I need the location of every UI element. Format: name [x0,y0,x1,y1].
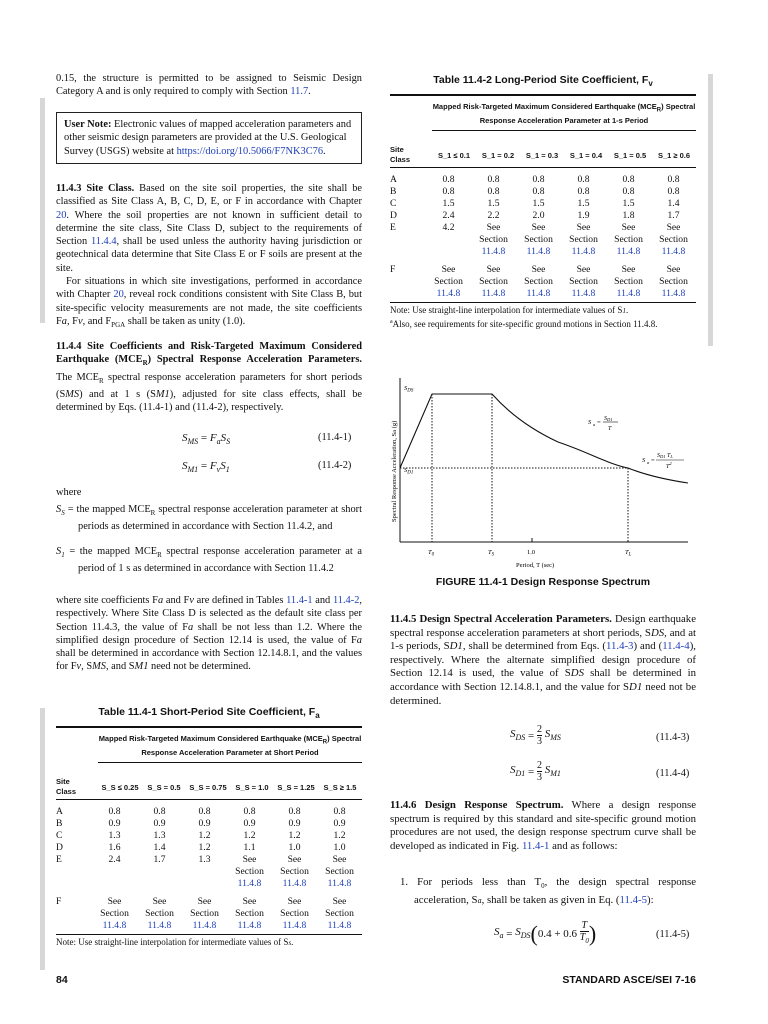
table-row [56,806,362,818]
value-cell: 1.5 [532,197,545,209]
value-cell: Section [659,275,688,287]
value-cell: 1.7 [153,853,166,865]
equation-11-4-4: $S_{D1}$ = 2 3 $S_{M1}$ [510,760,561,783]
x-axis-title: Period, T (sec) [516,562,555,569]
table-row [390,198,696,210]
equation-number-11-4-2: (11.4-2) [318,460,352,471]
equation-number-11-4-1: (11.4-1) [318,432,352,443]
t1-col-header: S_S = 0.75 [189,782,227,792]
t1-col-header: S_S ≤ 0.25 [101,782,139,792]
value-cell [137,878,182,890]
value-cell: 0.8 [288,805,301,817]
section-11-4-4: 11.4.4 Site Coefficients and Risk-Targeted Maximum Considered Earthquake $(MCE_R)$ Spectral Response Acceleration Parameters. The $MCE_R$ spectral response acceleration parameters for short periods (SMS) and at 1 s (SM1), adjusted for site class effects, shall be determined by Eqs. (11.4-1) and (11.4-2), respectively. [56,341,363,414]
site-class-cell: B [390,185,397,197]
site-class-cell: E [390,221,396,233]
value-cell: 1.4 [153,841,166,853]
table-row [390,222,696,234]
definition-ss: $S_S$ = the mapped $MCE_R$ spectral response acceleration parameter at short periods as determined in accordance with Section 11.4.2, and [56,504,362,533]
table-row-continuation [56,866,362,878]
value-cell[interactable]: 11.4.8 [282,919,307,931]
empty-cell [56,866,92,878]
value-cell: 0.8 [667,173,680,185]
t2-col-header: S_1 ≥ 0.6 [657,150,691,160]
value-cell: 0.8 [243,805,256,817]
value-cell: Section [325,907,354,919]
table-11-4-2-title: Table 11.4-2 Long-Period Site Coefficient, $F_v$ [433,74,653,89]
y-axis-title: Spectral Response Acceleration, Sa (g) [391,420,398,522]
sds-axis-label: $S_{DS}$ [404,385,414,394]
site-class-cell [56,908,92,920]
value-cell: 0.8 [487,173,500,185]
value-cell: Section [659,233,688,245]
table-11-4-1-title: Table 11.4-1 Short-Period Site Coefficient, $F_a$ [98,706,320,721]
value-cell: 1.2 [333,829,346,841]
site-class-cell [390,276,426,288]
t0-tick-label: $T_0$ [428,549,435,558]
value-cell: See [152,895,167,907]
t2-col-header: S_1 = 0.4 [569,150,603,160]
table-row [390,186,696,198]
intro-paragraph: 0.15, the structure is permitted to be assigned to Seismic Design Category A and is only required to comply with Section 11.7. [56,73,362,98]
t2-col-header: S_1 = 0.5 [613,150,647,160]
site-class-cell: F [56,895,62,907]
section-11-4-3: 11.4.3 Site Class. Based on the site soil properties, the site shall be classified as Site Class A, B, C, D, E, or F in accordance with Chapter 20. Where the soil properties are not known in sufficient detail to determine the site class, Site Class D, subject to the requirements of Section 11.4.4, shall be used unless the authority having jurisdiction or geotechnical data determine that Site Class E or F soils are present at the site. For situations in which site investigations, performed in accordance with Chapter 20, reveal rock conditions consistent with Site Class B, but site-specific velocity measurements are not made, the site coefficients Fa, Fv, and $F_{PGA}$ shall be taken as unity (1.0). [56,183,363,330]
value-cell: 0.8 [442,173,455,185]
value-cell: Section [190,907,219,919]
link-table-11-4-2[interactable]: 11.4-2 [332,595,360,606]
value-cell: 0.8 [108,805,121,817]
value-cell: Section [614,233,643,245]
link-11-7[interactable]: 11.7 [290,86,309,98]
value-cell: Section [280,907,309,919]
value-cell[interactable]: 11.4.8 [102,919,127,931]
link-table-11-4-1[interactable]: 11.4-1 [286,595,313,606]
table-row-f [390,276,696,288]
svg-text:=: = [651,457,655,464]
value-cell: 0.8 [442,185,455,197]
equation-number-11-4-4: (11.4-4) [656,768,690,779]
value-cell: 1.2 [198,841,211,853]
svg-text:SD1 TL: SD1 TL [657,453,673,459]
value-cell: See [666,221,681,233]
table-row-continuation [56,878,362,890]
svg-text:a: a [647,460,650,465]
value-cell: See [332,895,347,907]
value-cell[interactable]: 11.4.8 [481,287,506,299]
value-cell: 2.2 [487,209,500,221]
value-cell: 1.5 [577,197,590,209]
table-row [390,174,696,186]
left-margin-bar-top [40,98,45,323]
equation-11-4-3: $S_{DS}$ = 2 3 $S_{MS}$ [510,724,561,747]
equation-11-4-1: $S_{MS} = F_aS_S$ [182,432,231,447]
site-class-cell: F [390,263,396,275]
value-cell: See [441,263,456,275]
svg-text:=: = [597,419,601,426]
value-cell: 4.2 [442,221,455,233]
value-cell: 1.3 [153,829,166,841]
equation-11-4-2: $S_{M1} = F_vS_1$ [182,460,230,475]
design-response-spectrum-figure [388,372,700,572]
value-cell: 0.8 [667,185,680,197]
value-cell: 2.0 [532,209,545,221]
formula-sd1-tl-over-t2 [642,453,684,470]
site-class-cell: C [56,829,63,841]
value-cell [182,878,227,890]
value-cell[interactable]: 11.4.8 [237,919,262,931]
link-eq-11-4-4[interactable]: 11.4-4 [662,640,690,653]
list-item-1: 1. For periods less than $T_0$, the design spectral response acceleration, Sa, shall be taken as given in Eq. (11.4-5): [400,876,697,906]
value-cell[interactable]: 11.4.8 [436,287,461,299]
value-cell[interactable]: 11.4.8 [327,919,352,931]
table-1-header-span: Mapped Risk-Targeted Maximum Considered Earthquake $(MCE_R)$ Spectral Response Acceleration Parameter at Short Period [98,734,362,757]
table-row-f [56,890,362,908]
t2-col-header: S_1 = 0.3 [525,150,559,160]
value-cell: 1.0 [333,841,346,853]
value-cell: 1.5 [622,197,635,209]
value-cell[interactable]: 11.4.8 [661,245,686,257]
definition-s1: $S_1$ = the mapped $MCE_R$ spectral response acceleration parameter at a period of 1 s as determined in accordance with Section 11.4.2 [56,546,363,575]
value-cell: See [486,221,501,233]
equation-11-4-5: $S_a$ = $S_{DS}$ ( 0.4 + 0.6 T $T_0$ ) [494,920,597,946]
value-cell: Section [235,907,264,919]
site-class-cell: C [390,197,397,209]
value-cell [426,234,471,246]
site-class-cell [390,288,426,300]
empty-cell [390,234,426,246]
value-cell: 0.9 [243,817,256,829]
value-cell: 1.6 [108,841,121,853]
t1-col-header: S_S = 1.25 [277,782,315,792]
value-cell: See [242,895,257,907]
site-class-cell: A [56,805,63,817]
equation-number-11-4-5: (11.4-5) [656,929,690,940]
table-2-header-span: Mapped Risk-Targeted Maximum Considered Earthquake $(MCE_R)$ Spectral Response Acceleration Parameter at 1-s Period [432,102,696,125]
value-cell: Section [479,233,508,245]
site-class-cell: E [56,853,62,865]
table-2-note: Note: Use straight-line interpolation for intermediate values of S1. $^a$Also, see requirements for site-specific ground motions in Section 11.4.8. [390,304,658,329]
value-cell[interactable]: 11.4.8 [327,877,352,889]
link-11-4-4[interactable]: 11.4.4 [90,236,117,248]
table-row [390,210,696,222]
value-cell: 0.8 [198,805,211,817]
t2-col-header: S_1 = 0.2 [481,150,515,160]
value-cell: 0.8 [577,173,590,185]
table-row-f [56,920,362,932]
value-cell: See [197,895,212,907]
value-cell: 1.3 [198,853,211,865]
value-cell: See [287,853,302,865]
section-11-4-6: 11.4.6 Design Response Spectrum. Where a design response spectrum is required by this standard and site-specific ground motion procedures are not used, the design response spectrum curve shall be developed as indicated in Fig. 11.4-1 and as follows: [390,799,696,852]
standard-label: STANDARD ASCE/SEI 7-16 [562,974,696,986]
value-cell: Section [235,865,264,877]
table-row-continuation [390,234,696,246]
value-cell: 0.8 [153,805,166,817]
site-coefficient-paragraph: where site coefficients Fa and Fv are defined in Tables 11.4-1 and 11.4-2, respectively. Where Site Class D is selected as the default site class per Section 11.4.3, the value of Fa shall be not less than 1.2. Where the simplified design procedure of Section 12.14 is used, the value of Fa shall be determined in accordance with Section 12.14.8.1, and the values for Fv, SMS, and SM1 need not be determined. [56,595,362,673]
value-cell: 0.8 [532,173,545,185]
link-eq-11-4-3[interactable]: 11.4-3 [605,640,634,653]
value-cell[interactable]: 11.4.8 [147,919,172,931]
value-cell[interactable]: 11.4.8 [282,877,307,889]
table-1-site-class-header: Site Class [56,776,77,796]
svg-text:S: S [642,457,646,464]
link-chapter-20[interactable]: 20 [56,209,67,221]
t1-col-header: S_S = 1.0 [235,782,269,792]
spectrum-curve [400,394,688,483]
table-row [56,830,362,842]
value-cell[interactable]: 11.4.8 [481,245,506,257]
value-cell: Section [145,907,174,919]
where-label: where [56,487,82,498]
value-cell: 2.4 [108,853,121,865]
table-row [56,818,362,830]
value-cell: 1.9 [577,209,590,221]
svg-text:T2: $T^2$ [666,461,672,470]
value-cell[interactable]: 11.4.8 [616,287,641,299]
table-row [56,854,362,866]
value-cell: Section [569,275,598,287]
site-class-cell: A [390,173,397,185]
site-class-cell: D [390,209,397,221]
value-cell: Section [524,233,553,245]
t1-col-header: S_S ≥ 1.5 [323,782,357,792]
value-cell: See [621,221,636,233]
usgs-doi-link[interactable]: https://doi.org/10.5066/F7NK3C76 [176,145,324,157]
link-eq-11-4-5[interactable]: 11.4-5 [619,893,647,906]
svg-text:T: T [608,426,612,432]
value-cell[interactable]: 11.4.8 [571,245,596,257]
value-cell: See [107,895,122,907]
right-margin-bar [708,74,713,346]
value-cell: 1.1 [243,841,256,853]
value-cell[interactable]: 11.4.8 [661,287,686,299]
value-cell: See [531,221,546,233]
value-cell: Section [524,275,553,287]
table-row-f [56,908,362,920]
table-11-4-2 [390,94,696,330]
value-cell[interactable]: 11.4.8 [616,245,641,257]
site-class-cell: B [56,817,63,829]
value-cell: Section [434,275,463,287]
value-cell[interactable]: 11.4.8 [526,245,551,257]
value-cell: 2.4 [442,209,455,221]
formula-sd1-over-t [588,416,618,432]
value-cell: 0.8 [333,805,346,817]
value-cell: 1.2 [243,829,256,841]
value-cell: 1.5 [487,197,500,209]
page-number: 84 [56,974,68,986]
value-cell: 1.2 [198,829,211,841]
left-margin-bar-bottom [40,708,45,970]
value-cell: See [576,221,591,233]
value-cell: 1.2 [288,829,301,841]
value-cell: 0.8 [622,185,635,197]
value-cell: See [531,263,546,275]
value-cell[interactable]: 11.4.8 [526,287,551,299]
value-cell[interactable]: 11.4.8 [237,877,262,889]
link-fig-11-4-1[interactable]: 11.4-1 [521,839,550,852]
value-cell: Section [479,275,508,287]
value-cell: 1.4 [667,197,680,209]
one-tick-label: 1.0 [527,549,536,556]
value-cell: 1.3 [108,829,121,841]
value-cell: Section [280,865,309,877]
table-2-site-class-header: Site Class [390,144,411,164]
value-cell: Section [569,233,598,245]
figure-caption: FIGURE 11.4-1 Design Response Spectrum [435,576,651,588]
section-11-4-5: 11.4.5 Design Spectral Acceleration Parameters. Design earthquake spectral response acceleration parameters at short periods, SDS, and at 1-s periods, SD1, shall be determined from Eqs. (11.4-3) and (11.4-4), respectively. Where the alternate simplified design procedure of Section 12.14 is used, the value of SDS shall be determined in accordance with Section 12.14.8.1, and the value for SD1 need not be determined. [390,613,697,707]
value-cell: See [666,263,681,275]
value-cell: 0.8 [487,185,500,197]
tl-tick-label: $T_L$ [625,549,632,558]
value-cell: 0.8 [577,185,590,197]
value-cell: See [486,263,501,275]
site-class-cell [56,920,92,932]
equation-number-11-4-3: (11.4-3) [656,732,690,743]
value-cell: 0.9 [153,817,166,829]
sd1-axis-label: $S_{D1}$ [404,467,414,476]
empty-cell [56,878,92,890]
value-cell: See [576,263,591,275]
value-cell: 1.5 [442,197,455,209]
value-cell[interactable]: 11.4.8 [192,919,217,931]
table-row-continuation [390,246,696,258]
value-cell: 0.8 [532,185,545,197]
value-cell: Section [100,907,129,919]
empty-cell [390,246,426,258]
value-cell: See [621,263,636,275]
value-cell: Section [325,865,354,877]
svg-text:SD1: SD1 [604,416,613,422]
value-cell [92,878,137,890]
value-cell: 0.9 [288,817,301,829]
value-cell: See [287,895,302,907]
t1-col-header: S_S = 0.5 [147,782,181,792]
link-chapter-20b[interactable]: 20 [113,289,124,301]
value-cell: 0.9 [333,817,346,829]
table-row-f [390,258,696,276]
value-cell: 1.0 [288,841,301,853]
user-note-box: User Note: Electronic values of mapped acceleration parameters and other seismic design parameters are provided at the U.S. Geological Survey (USGS) website at https://doi.org/10.5066/F7NK3C76. [56,112,362,164]
value-cell [137,866,182,878]
value-cell: See [332,853,347,865]
value-cell: 1.8 [622,209,635,221]
value-cell: 0.9 [108,817,121,829]
value-cell: 1.7 [667,209,680,221]
value-cell: 0.9 [198,817,211,829]
table-row [56,842,362,854]
value-cell: Section [614,275,643,287]
table-row-f [390,288,696,300]
table-1-note: Note: Use straight-line interpolation for intermediate values of Ss. [56,936,294,947]
value-cell: See [242,853,257,865]
value-cell: 0.8 [622,173,635,185]
value-cell [426,246,471,258]
ts-tick-label: $T_S$ [488,549,495,558]
t2-col-header: S_1 ≤ 0.1 [437,150,471,160]
value-cell [92,866,137,878]
site-class-cell: D [56,841,63,853]
value-cell [182,866,227,878]
svg-text:S: S [588,419,592,426]
value-cell[interactable]: 11.4.8 [571,287,596,299]
table-11-4-1 [56,726,362,947]
svg-text:a: a [593,422,596,427]
